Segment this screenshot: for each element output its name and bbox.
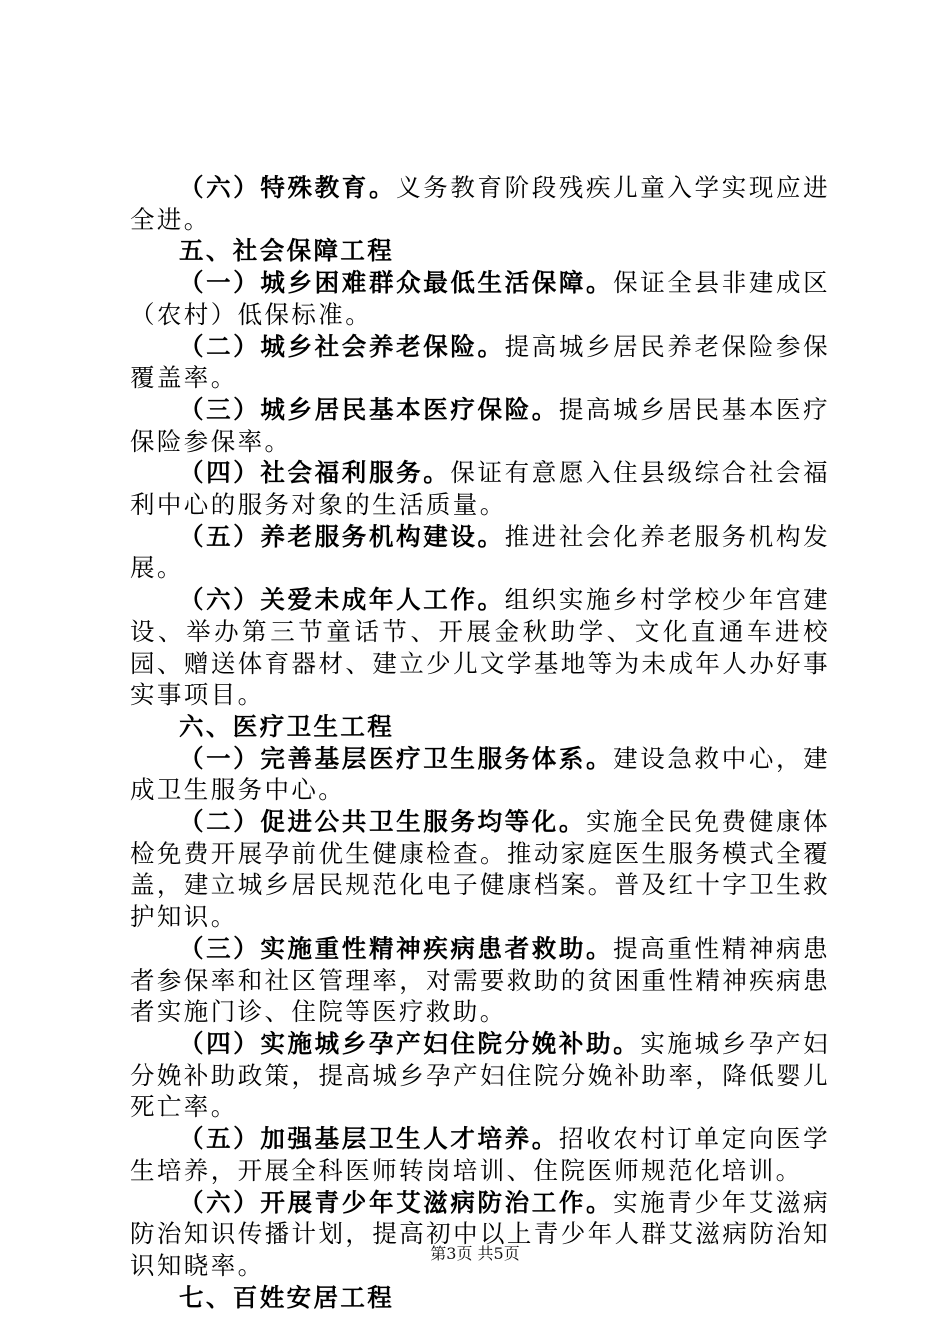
item-lead: （一）城乡困难群众最低生活保障。	[179, 268, 614, 298]
paragraph-elderly-care-institutions	[130, 521, 830, 584]
item-body: 实施城乡孕产妇分娩补助政策，提高城乡孕产妇住院分娩补助率，降低婴儿死亡率。	[130, 1028, 830, 1122]
item-body: 保证全县非建成区（农村）低保标准。	[130, 268, 830, 329]
paragraph-social-welfare	[130, 457, 830, 520]
item-lead: （二）促进公共卫生服务均等化。	[179, 807, 587, 837]
paragraph-minors-care	[130, 584, 830, 711]
item-lead: （三）实施重性精神疾病患者救助。	[179, 933, 614, 963]
item-body: 实施青少年艾滋病防治知识传播计划，提高初中以上青少年人群艾滋病防治知识知晓率。	[130, 1187, 830, 1280]
page-number-label: 第3页 共5页	[430, 1244, 520, 1263]
item-body: 提高重性精神病患者参保率和社区管理率，对需要救助的贫困重性精神疾病患者实施门诊、住院等医疗救助。	[130, 933, 830, 1027]
item-lead: （二）城乡社会养老保险。	[179, 331, 505, 361]
item-lead: （四）实施城乡孕产妇住院分娩补助。	[179, 1028, 641, 1058]
item-body: 提高城乡居民养老保险参保覆盖率。	[130, 331, 830, 393]
item-lead: （六）特殊教育。	[179, 173, 397, 202]
item-lead: （六）开展青少年艾滋病防治工作。	[179, 1187, 614, 1217]
paragraph-special-education	[130, 172, 830, 235]
item-lead: （四）社会福利服务。	[179, 458, 451, 488]
paragraph-aids-prevention	[130, 1187, 830, 1282]
item-body: 实施全民免费健康体检免费开展孕前优生健康检查。推动家庭医生服务模式全覆盖，建立城乡居民规范化电子健康档案。普及红十字卫生救护知识。	[130, 807, 830, 932]
paragraph-public-health-equalization	[130, 806, 830, 933]
item-body: 推进社会化养老服务机构发展。	[130, 521, 830, 583]
item-body: 提高城乡居民基本医疗保险参保率。	[130, 394, 830, 456]
page-footer	[0, 1244, 950, 1264]
paragraph-health-talent-training	[130, 1123, 830, 1186]
item-lead: （三）城乡居民基本医疗保险。	[179, 394, 559, 424]
section-heading-housing: 七、百姓安居工程	[179, 1282, 395, 1312]
paragraph-minimum-living-guarantee	[130, 267, 830, 330]
item-lead: （五）养老服务机构建设。	[179, 521, 505, 551]
section-heading-social-security: 五、社会保障工程	[179, 236, 395, 266]
item-body: 组织实施乡村学校少年宫建设、举办第三节童话节、开展金秋助学、文化直通车进校园、赠送体育器材、建立少儿文学基地等为未成年人办好事实事项目。	[130, 585, 830, 710]
paragraph-medical-insurance	[130, 394, 830, 457]
item-body: 保证有意愿入住县级综合社会福利中心的服务对象的生活质量。	[130, 458, 830, 520]
paragraph-maternity-subsidy	[130, 1028, 830, 1123]
item-body: 义务教育阶段残疾儿童入学实现应进全进。	[130, 173, 830, 234]
item-lead: （一）完善基层医疗卫生服务体系。	[179, 743, 614, 773]
paragraph-mental-illness-aid	[130, 933, 830, 1028]
paragraph-grassroots-medical-system	[130, 743, 830, 806]
paragraph-pension-insurance	[130, 331, 830, 394]
item-lead: （五）加强基层卫生人才培养。	[179, 1124, 559, 1154]
section-heading-medical-health: 六、医疗卫生工程	[179, 711, 395, 741]
document-body	[130, 172, 830, 1313]
item-body: 招收农村订单定向医学生培养，开展全科医师转岗培训、住院医师规范化培训。	[130, 1124, 830, 1185]
item-body: 建设急救中心，建成卫生服务中心。	[130, 743, 830, 805]
item-lead: （六）关爱未成年人工作。	[179, 585, 505, 615]
